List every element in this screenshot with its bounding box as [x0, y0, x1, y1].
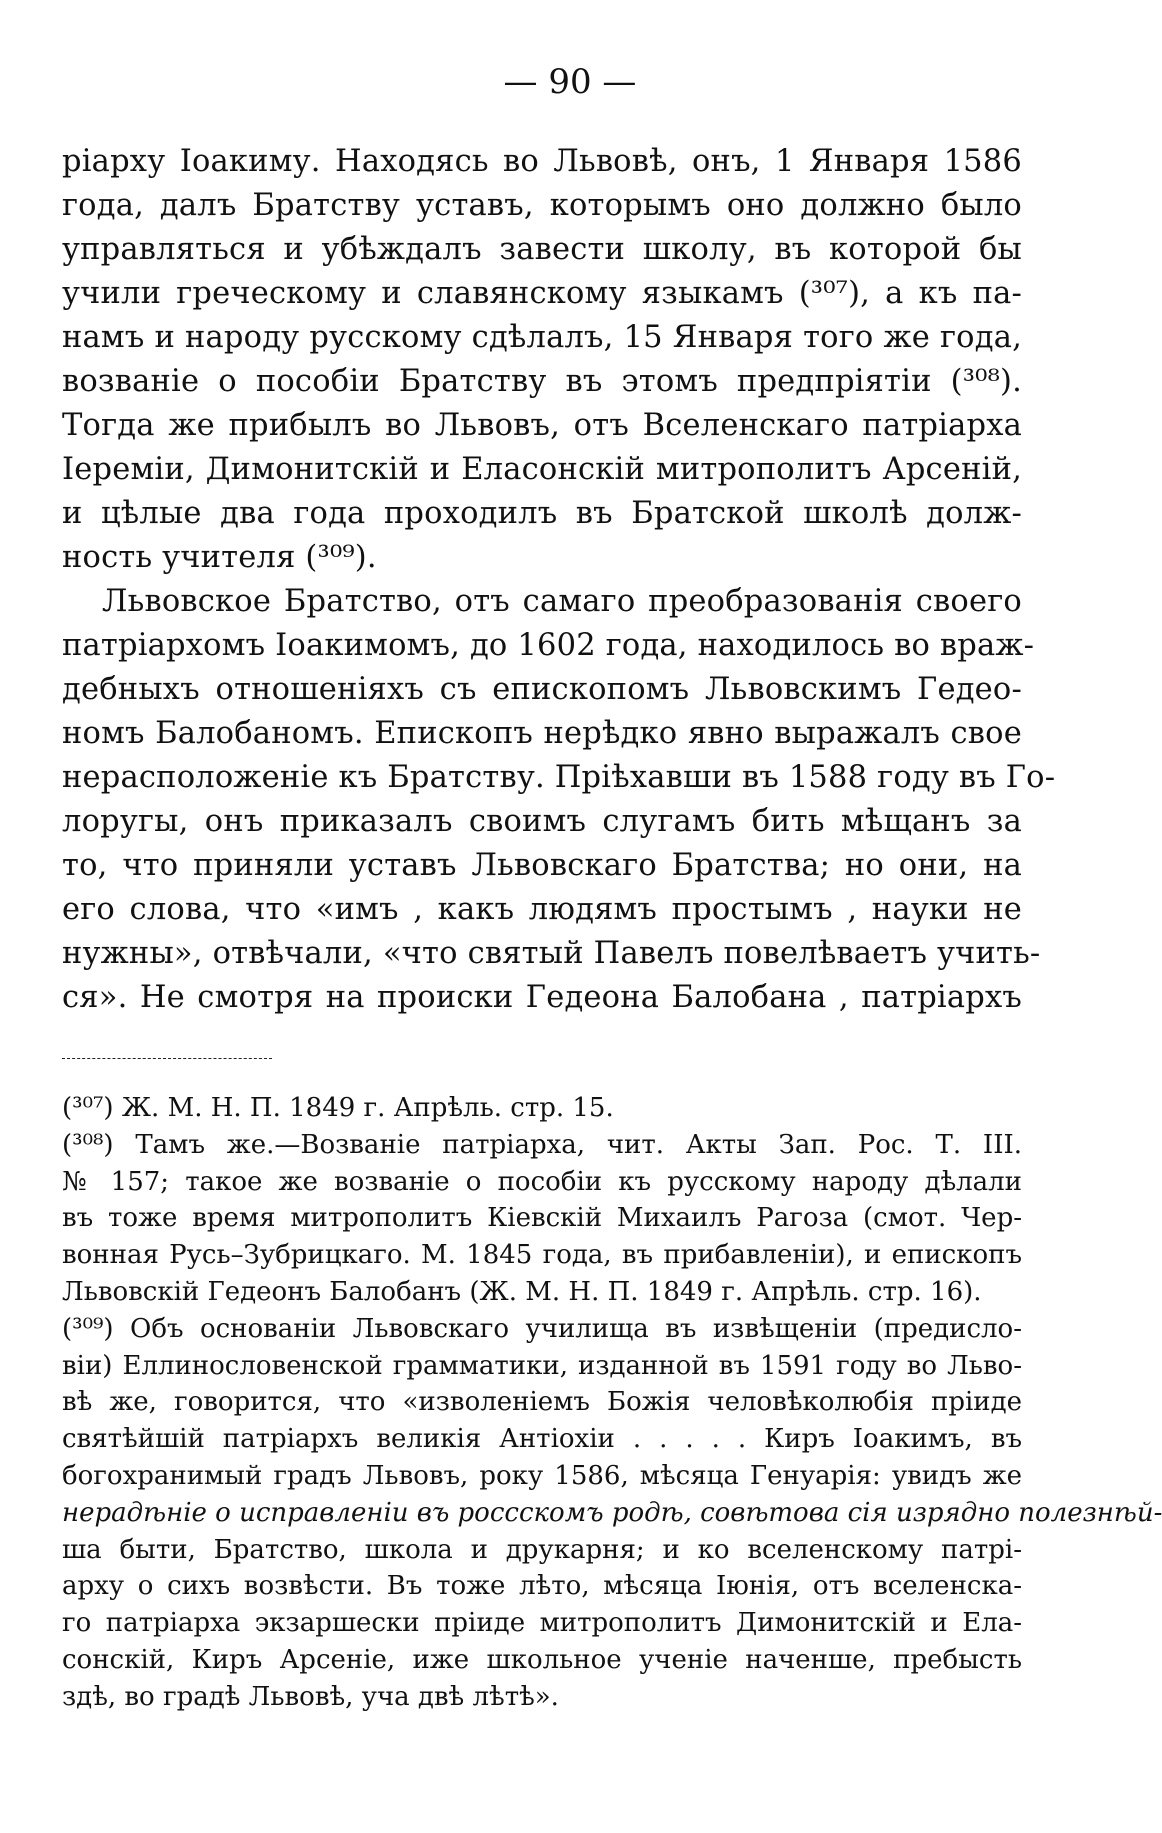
- text-line: и цѣлые два года проходилъ въ Братской школѣ долж-: [62, 496, 1022, 531]
- footnote-line: святѣйшій патріархъ великія Антіохіи . . . . . Киръ Іоакимъ, въ: [62, 1424, 1022, 1455]
- footnotes: [62, 1090, 1162, 1716]
- text-line: ся». Не смотря на происки Гедеона Балобана , патріархъ: [62, 980, 1022, 1015]
- footnote-mark: (³⁰⁸): [62, 1129, 114, 1160]
- footnote-line: [62, 1127, 1022, 1164]
- footnote-line: ша быти, Братство, школа и друкарня; и ко вселенскому патрі-: [62, 1534, 1022, 1565]
- text-line: Іереміи, Димонитскій и Еласонскій митрополитъ Арсеній,: [62, 452, 1022, 487]
- text-line: его слова, что «имъ , какъ людямъ простымъ , науки не: [62, 892, 1022, 927]
- text-line: то, что приняли уставъ Львовскаго Братства; но они, на: [62, 848, 1022, 883]
- footnote-text: Объ основаніи Львовскаго училища въ извѣщеніи (предисло-: [130, 1313, 1022, 1344]
- footnote-mark: (³⁰⁹): [62, 1313, 114, 1344]
- text-line: нужны», отвѣчали, «что святый Павелъ повелѣваетъ учить-: [62, 936, 1041, 971]
- text-line: патріархомъ Іоакимомъ, до 1602 года, находилось во враж-: [62, 628, 1035, 663]
- text-line: года, далъ Братству уставъ, которымъ оно должно было: [62, 188, 1022, 223]
- footnote-308: [62, 1127, 1022, 1311]
- text-line: дебныхъ отношеніяхъ съ епископомъ Львовскимъ Гедео-: [62, 672, 1022, 707]
- footnote-line: № 157; такое же возваніе о пособіи къ русскому народу дѣлали: [62, 1166, 1022, 1197]
- footnote-line: [62, 1311, 1022, 1348]
- text-line: Тогда же прибылъ во Львовъ, отъ Вселенскаго патріарха: [62, 408, 1022, 443]
- footnote-line: арху о сихъ возвѣсти. Въ тоже лѣто, мѣсяца Іюнія, отъ вселенска-: [62, 1571, 1022, 1602]
- text-line: намъ и народу русскому сдѣлалъ, 15 Января того же года,: [62, 320, 1022, 355]
- footnote-line: вонная Русь–Зубрицкаго. М. 1845 года, въ прибавленіи), и епископъ: [62, 1240, 1022, 1271]
- footnote-line: въ тоже время митрополитъ Кіевскій Михаилъ Рагоза (смот. Чер-: [62, 1203, 1022, 1234]
- footnote-line: Львовскій Гедеонъ Балобанъ (Ж. М. Н. П. 1849 г. Апрѣль. стр. 16).: [62, 1276, 982, 1307]
- footnote-mark: (³⁰⁷): [62, 1093, 114, 1123]
- text-line: учили греческому и славянскому языкамъ (³⁰⁷), а къ па-: [62, 276, 1022, 311]
- footnote-309: [62, 1311, 1162, 1716]
- footnote-line: вѣ же, говорится, что «изволеніемъ Божія человѣколюбія пріиде: [62, 1387, 1022, 1418]
- main-text: [62, 140, 1056, 1020]
- footnote-307: [62, 1090, 1022, 1127]
- footnote-line: віи) Еллинословенской грамматики, изданной въ 1591 году во Льво-: [62, 1350, 1022, 1381]
- page-number: — 90 —: [503, 62, 637, 102]
- text-line: Львовское Братство, отъ самаго преобразованія своего: [102, 584, 1022, 619]
- text-line: возваніе о пособіи Братству въ этомъ предпріятіи (³⁰⁸).: [62, 364, 1022, 399]
- text-line: нерасположеніе къ Братству. Пріѣхавши въ 1588 году въ Го-: [62, 760, 1056, 795]
- paragraph-2: [62, 580, 1056, 1020]
- text-line: ріарху Іоакиму. Находясь во Львовѣ, онъ, 1 Января 1586: [62, 144, 1022, 179]
- footnote-separator: [62, 1058, 272, 1059]
- footnote-line: [62, 1090, 1022, 1127]
- footnote-line: богохранимый градъ Львовъ, року 1586, мѣсяца Генуарія: увидъ же: [62, 1460, 1022, 1491]
- footnote-text: Тамъ же.—Возваніе патріарха, чит. Акты Зап. Рос. Т. III.: [135, 1129, 1022, 1160]
- footnote-line: го патріарха экзаршески пріиде митрополитъ Димонитскій и Ела-: [62, 1608, 1022, 1639]
- footnote-line: нерадѣніе о исправленіи въ россскомъ родѣ, совѣтова сія изрядно полезнѣй-: [62, 1497, 1162, 1528]
- footnote-line: сонскій, Киръ Арсеніе, иже школьное ученіе наченше, пребысть: [62, 1644, 1022, 1675]
- text-line: лоругы, онъ приказалъ своимъ слугамъ бить мѣщанъ за: [62, 804, 1022, 839]
- footnote-line: здѣ, во градѣ Львовѣ, уча двѣ лѣтѣ».: [62, 1681, 559, 1712]
- paragraph-1: [62, 140, 1022, 580]
- footnote-text: Ж. М. Н. П. 1849 г. Апрѣль. стр. 15.: [121, 1093, 614, 1123]
- text-line: номъ Балобаномъ. Епископъ нерѣдко явно выражалъ свое: [62, 716, 1022, 751]
- text-line: ность учителя (³⁰⁹).: [62, 540, 377, 575]
- text-line: управляться и убѣждалъ завести школу, въ которой бы: [62, 232, 1022, 267]
